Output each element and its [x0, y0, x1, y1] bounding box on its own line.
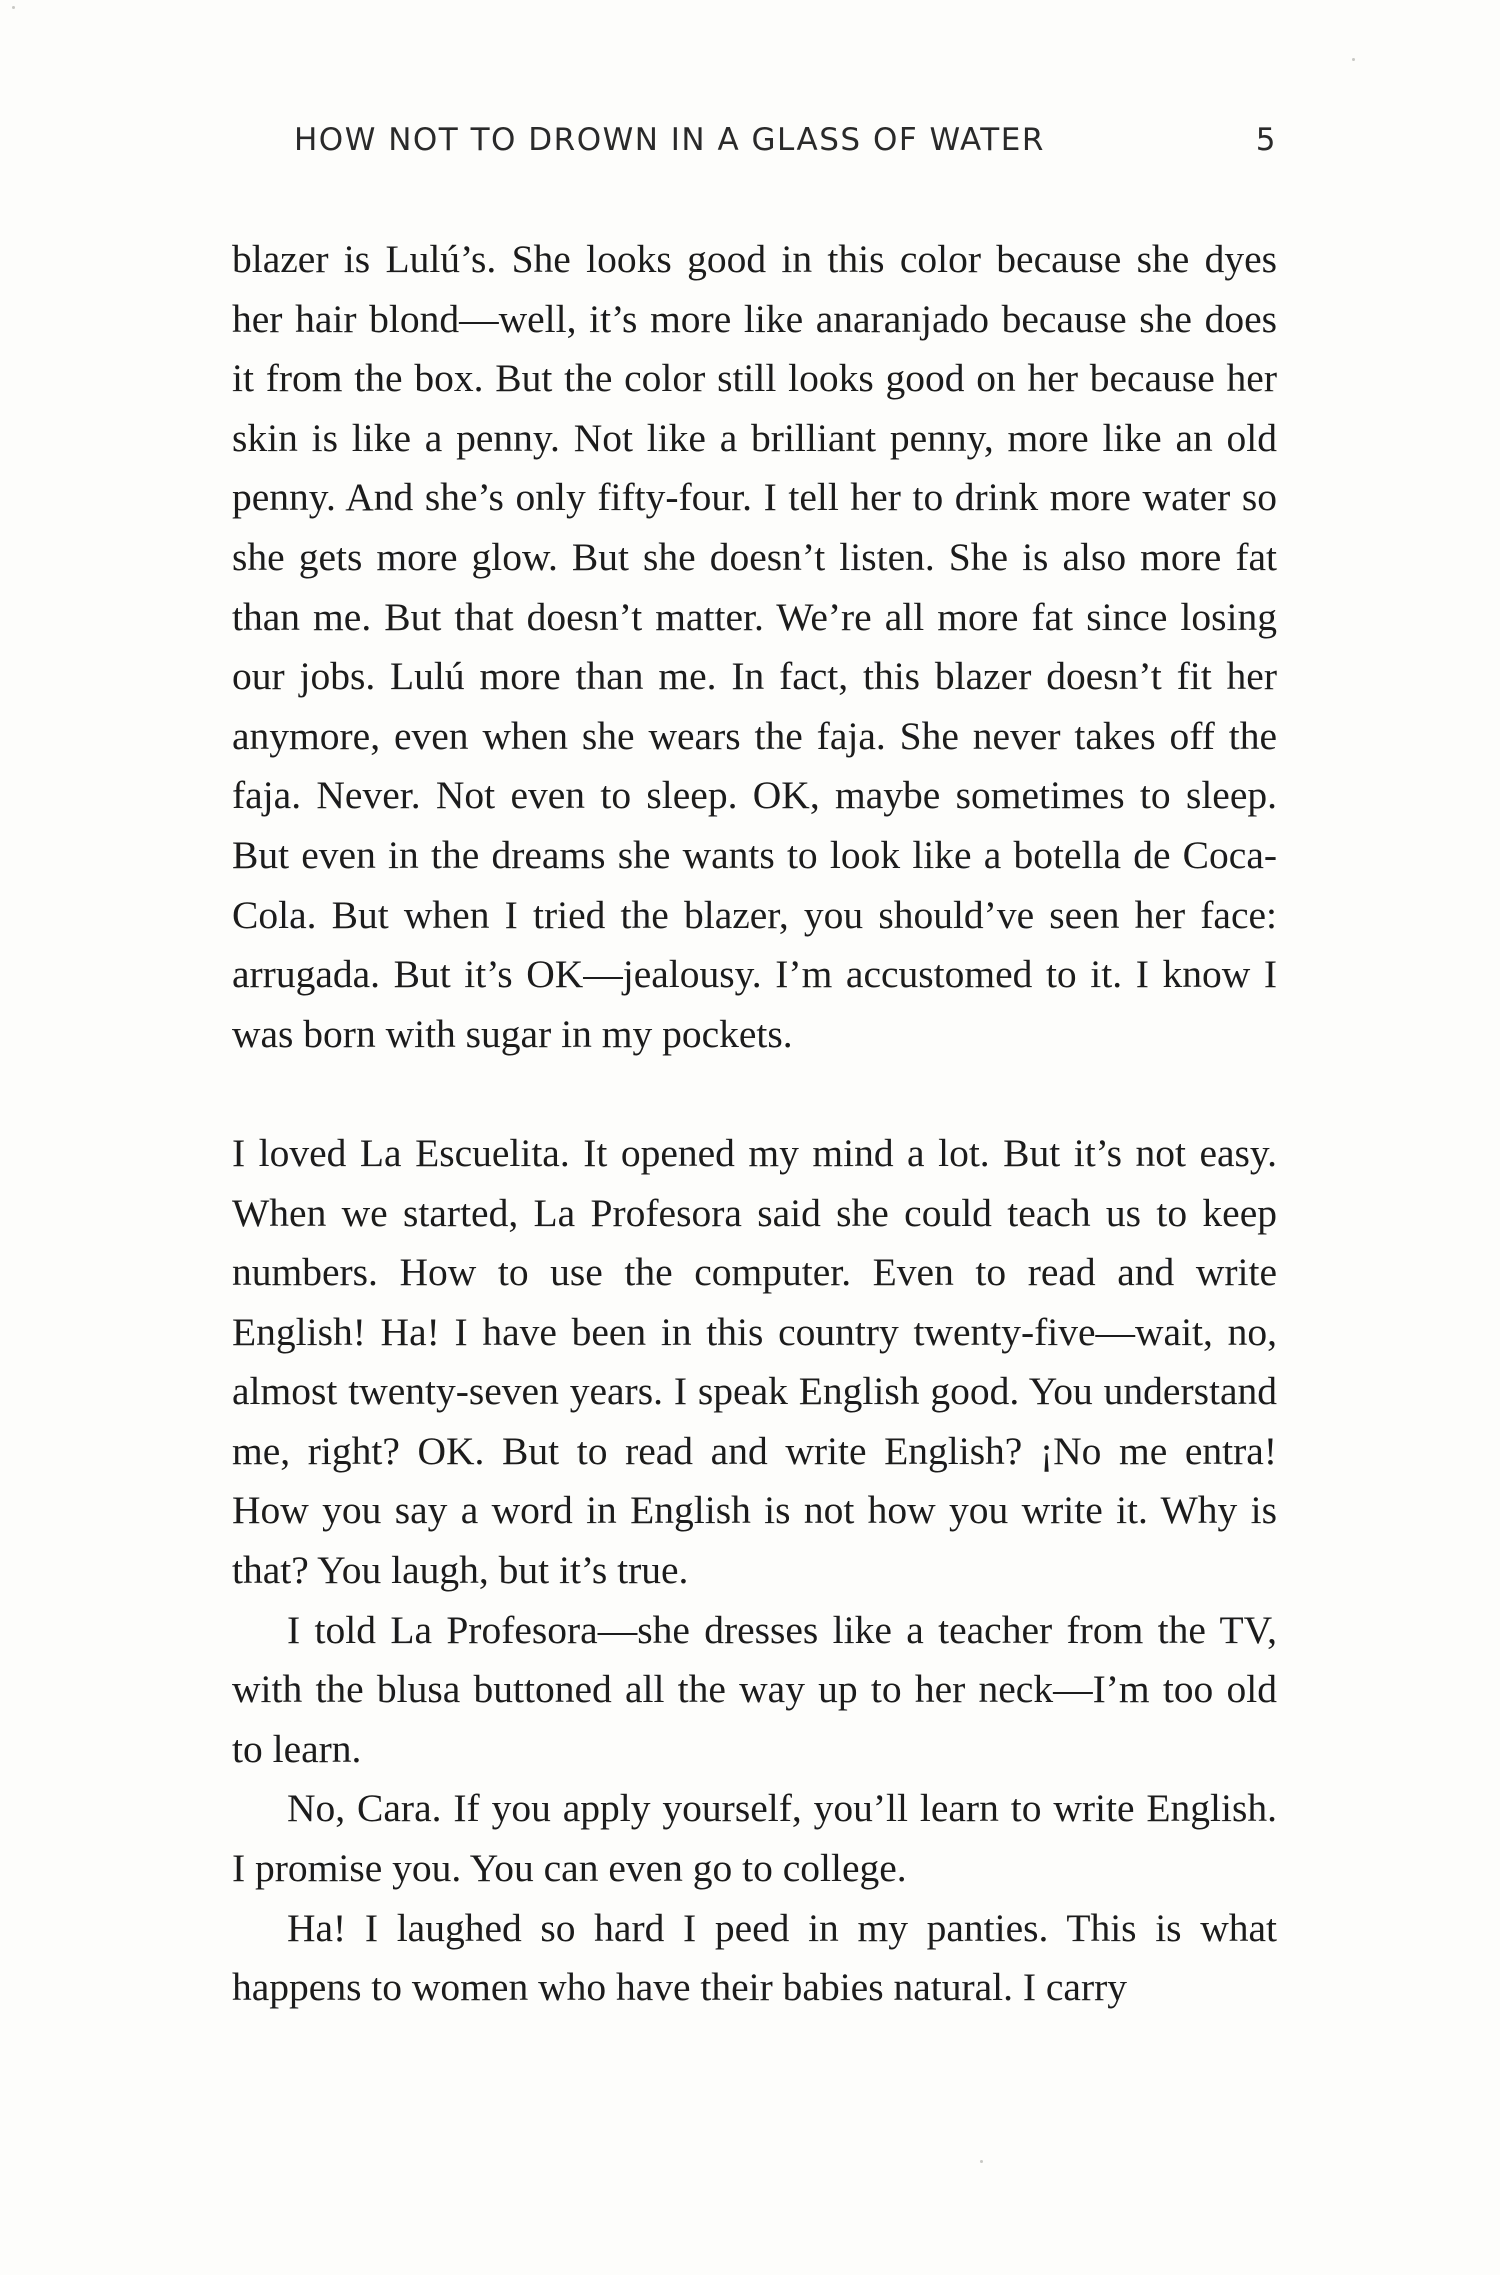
paragraph-section-start: I loved La Escuelita. It opened my mind a lot. But it’s not easy. When we started, La Profesora said she could teach us to keep numbers. How to use the computer. Even to read and write English! Ha! I have been in this country twenty-five—wait, no, almost twenty-seven years. I speak English good. You understand me, right? OK. But to read and write English? ¡No me entra! How you say a word in English is not how you write it. Why is that? You laugh, but it’s true. — [232, 1130, 1277, 1593]
paper-speck — [1352, 58, 1355, 61]
paragraph-continued: blazer is Lulú’s. She looks good in this color because she dyes her hair blond—well, it’s more like anaranjado because she does it from the box. But the color still looks good on her because her skin is like a penny. Not like a brilliant penny, more like an old penny. And she’s only fifty-four. I tell her to drink more water so she gets more glow. But she doesn’t listen. She is also more fat than me. But that doesn’t matter. We’re all more fat since losing our jobs. Lulú more than me. In fact, this blazer doesn’t fit her anymore, even when she wears the faja. She never takes off the faja. Never. Not even to sleep. OK, maybe sometimes to sleep. But even in the dreams she wants to look like a botella de Coca-Cola. But when I tried the blazer, you should’ve seen her face: arrugada. But it’s OK—jealousy. I’m accustomed to it. I know I was born with sugar in my pockets. — [232, 237, 1277, 1056]
body-text — [232, 230, 1277, 2018]
paragraph: Ha! I laughed so hard I peed in my panties. This is what happens to women who have their babies natural. I carry — [232, 1905, 1277, 2010]
paragraph: No, Cara. If you apply yourself, you’ll learn to write English. I promise you. You can even go to college. — [232, 1786, 1277, 1891]
page-number: 5 — [1255, 122, 1277, 158]
paragraph: I told La Profesora—she dresses like a teacher from the TV, with the blusa buttoned all the way up to her neck—I’m too old to learn. — [232, 1607, 1277, 1771]
paper-speck — [980, 2160, 983, 2163]
paper-speck — [12, 6, 15, 9]
running-header — [232, 122, 1277, 168]
running-title: HOW NOT TO DROWN IN A GLASS OF WATER — [294, 122, 1045, 158]
